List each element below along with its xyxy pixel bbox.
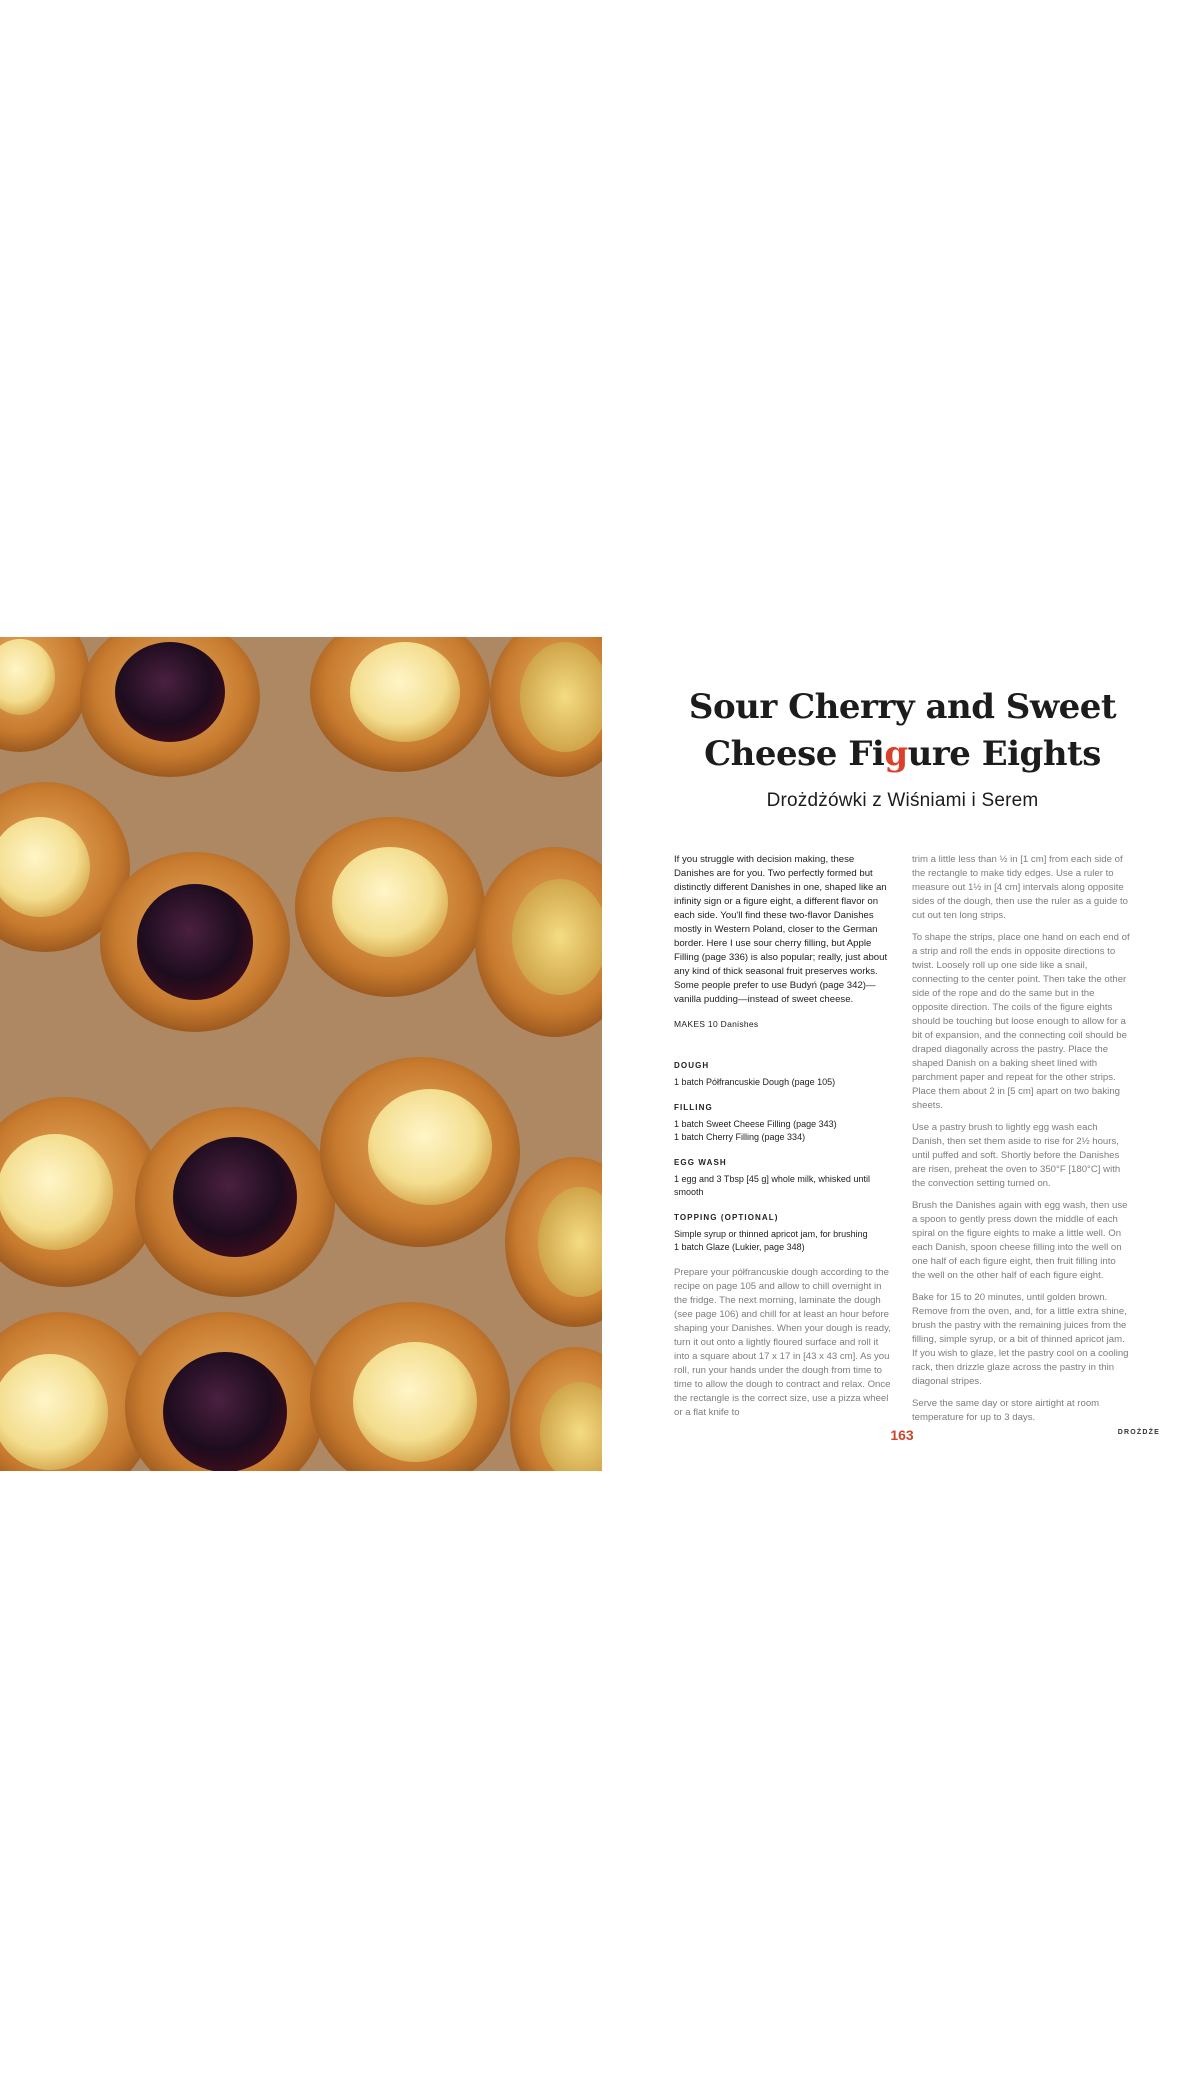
recipe-title [660, 684, 1145, 778]
left-text-column [674, 853, 892, 1428]
recipe-subtitle: Drożdżówki z Wiśniami i Serem [766, 790, 1039, 811]
pastry-photo [0, 637, 602, 1471]
ingredient-group-egg-wash [674, 1156, 892, 1199]
method-paragraph: Bake for 15 to 20 minutes, until golden brown. Remove from the oven, and, for a little extra shine, brush the pastry with the remaining juices from the filling, simple syrup, or a bit of thinned apricot jam. If you wish to glaze, let the pastry cool on a cooling rack, then drizzle glaze across the pastry in thin diagonal stripes. [912, 1292, 1129, 1387]
ingredient-line: 1 batch Sweet Cheese Filling (page 343) [674, 1119, 837, 1129]
danishes-illustration [0, 637, 602, 1471]
ingredient-group-topping [674, 1211, 892, 1254]
ingredient-line: 1 batch Cherry Filling (page 334) [674, 1132, 806, 1142]
ingredient-line: 1 batch Półfrancuskie Dough (page 105) [674, 1077, 836, 1087]
ingredient-heading: TOPPING (OPTIONAL) [674, 1213, 779, 1222]
title-line-1: Sour Cherry and Sweet [688, 687, 1117, 727]
ingredient-heading: EGG WASH [674, 1158, 727, 1167]
method-paragraph: Prepare your półfrancuskie dough according to the recipe on page 105 and allow to chill overnight in the fridge. The next morning, laminate the dough (see page 106) and chill for at least an hour before shaping your Danishes. When your dough is ready, turn it out onto a lightly floured surface and roll it into a square about 17 x 17 in [43 x 43 cm]. As you roll, run your hands under the dough from time to time to allow the dough to contract and relax. Once the rectangle is the correct size, use a pizza wheel or a flat knife to [674, 1267, 891, 1418]
title-accent-letter: g [884, 734, 908, 774]
recipe-header [660, 684, 1145, 812]
title-line-2c: ure Eights [907, 734, 1101, 774]
method-paragraph: Serve the same day or store airtight at room temperature for up to 3 days. [912, 1398, 1100, 1423]
ingredient-line: Simple syrup or thinned apricot jam, for brushing [674, 1229, 868, 1239]
recipe-intro: If you struggle with decision making, these Danishes are for you. Two perfectly formed but distinctly different Danishes in one, shaped like an infinity sign or a figure eight, a different flavor on each side. You'll find these two-flavor Danishes mostly in Western Poland, closer to the German border. Here I use sour cherry filling, but Apple Filling (page 336) is also popular; really, just about any kind of thick seasonal fruit preserves works. Some people prefer to use Budyń (page 342)—vanilla pudding—instead of sweet cheese. [674, 854, 888, 1005]
ingredient-line: 1 batch Glaze (Lukier, page 348) [674, 1242, 805, 1252]
recipe-yield: MAKES 10 Danishes [674, 1019, 759, 1029]
page-number: 163 [890, 1427, 914, 1443]
ingredient-group-filling [674, 1101, 892, 1144]
ingredient-heading: DOUGH [674, 1061, 710, 1070]
ingredient-heading: FILLING [674, 1103, 713, 1112]
method-paragraph: trim a little less than ½ in [1 cm] from each side of the rectangle to make tidy edges. Use a ruler to measure out 1½ in [4 cm] intervals along opposite sides of the dough, then use the ruler as a guide to cut out ten long strips. [912, 854, 1129, 921]
ingredient-line: 1 egg and 3 Tbsp [45 g] whole milk, whisked until smooth [674, 1174, 870, 1197]
running-head: DROŻDŻE [1117, 1429, 1160, 1436]
method-paragraph: To shape the strips, place one hand on each end of a strip and roll the ends in opposite directions to twist. Loosely roll up one side like a snail, connecting to the center point. Then take the other side of the rope and do the same but in the opposite direction. The coils of the figure eights should be touching but loose enough to allow for a bit of expansion, and the connecting coil should be draped diagonally across the pastry. Place the shaped Danish on a baking sheet lined with parchment paper and repeat for the other strips. Place them about 2 in [5 cm] apart on two baking sheets. [912, 932, 1130, 1111]
title-line-2a: Cheese Fi [704, 734, 885, 774]
method-paragraph: Brush the Danishes again with egg wash, then use a spoon to gently press down the middle of each spiral on the figure eights to make a little well. On each Danish, spoon cheese filling into the well on one half of each figure eight, then fruit filling into the well on the other half of each figure eight. [912, 1200, 1128, 1281]
method-paragraph: Use a pastry brush to lightly egg wash each Danish, then set them aside to rise for 2½ hours, until puffed and soft. Shortly before the Danishes are risen, preheat the oven to 350°F [180°C] with the convection setting turned on. [912, 1122, 1121, 1189]
right-text-column [912, 853, 1130, 1433]
ingredient-group-dough [674, 1059, 892, 1089]
